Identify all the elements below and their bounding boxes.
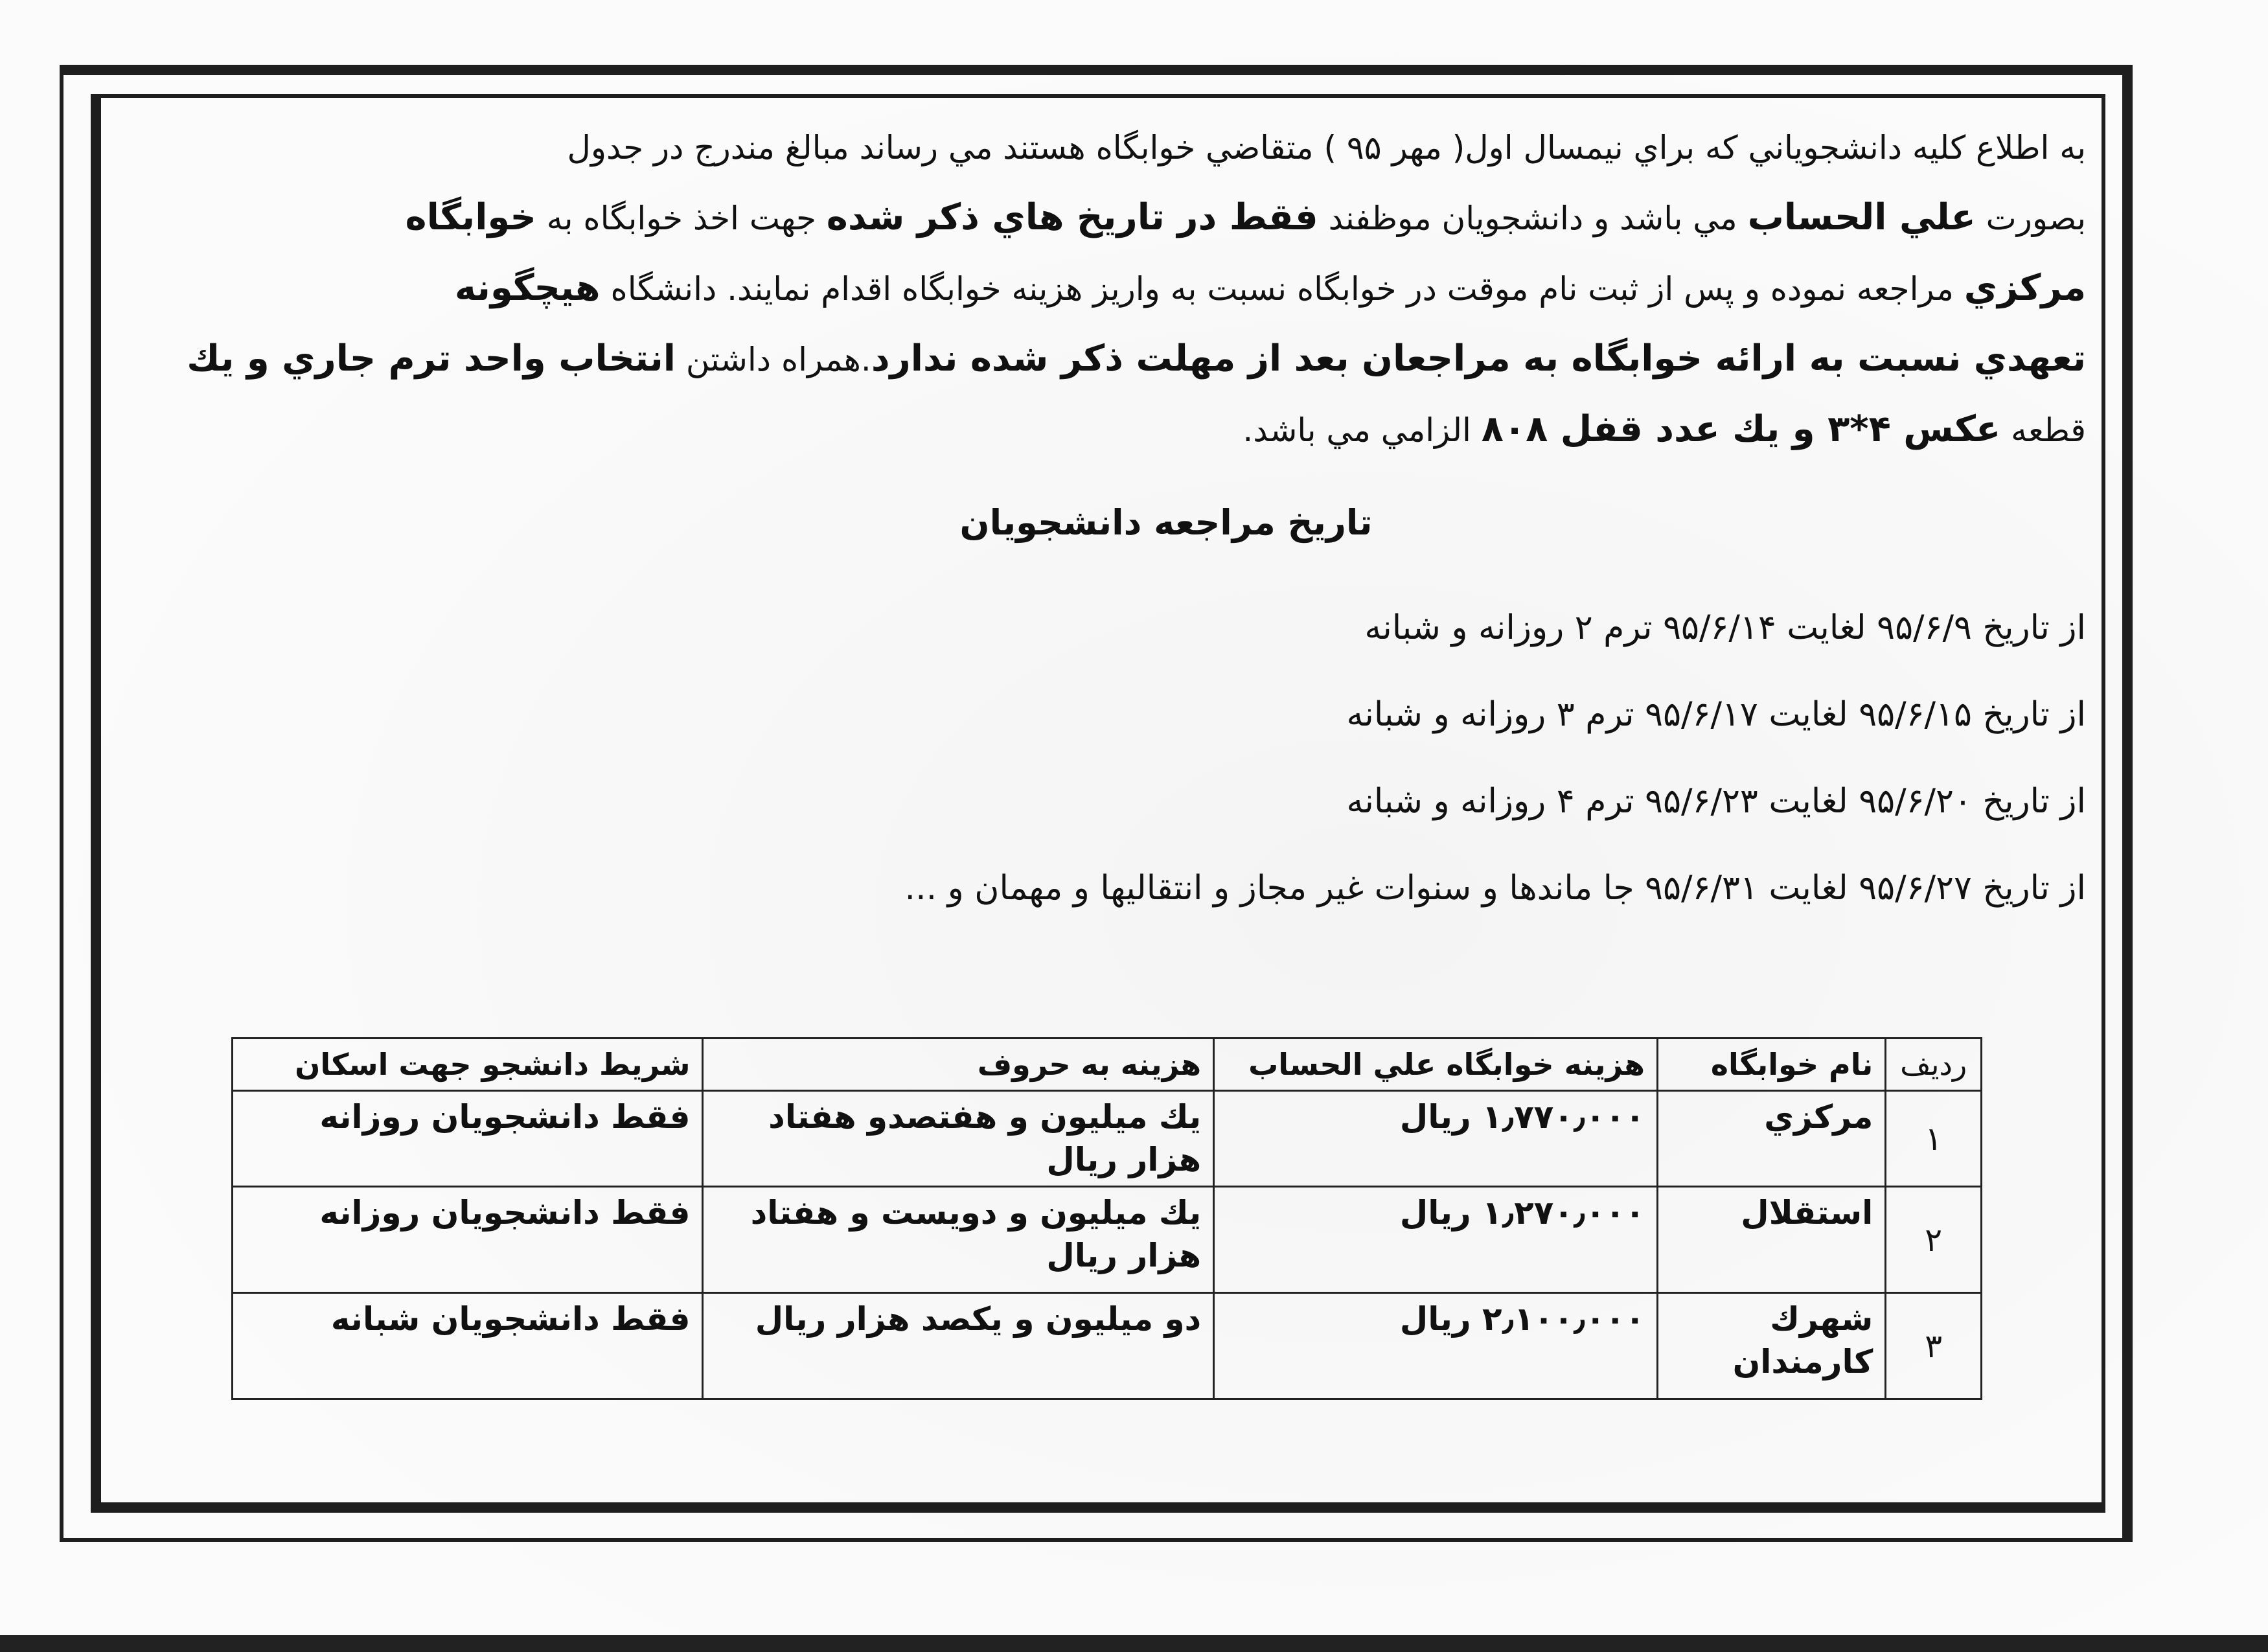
- table-row: [233, 1293, 1982, 1399]
- section-title: تاريخ مراجعه دانشجويان: [959, 502, 1373, 543]
- dormitory-fee-table: [231, 1037, 1982, 1400]
- header-cost: هزينه خوابگاه علي الحساب: [1214, 1038, 1658, 1091]
- header-cost-in-words: هزينه به حروف: [703, 1038, 1214, 1091]
- paragraph-line-2: [168, 183, 2086, 253]
- line4-bold-course-selection: انتخاب واحد ترم جاري و يك: [187, 338, 676, 380]
- line3-text-b: مراجعه نموده و پس از ثبت نام موقت در خوابگاه نسبت به واريز هزينه خوابگاه اقدام نمايند. دانشگاه: [610, 270, 1954, 308]
- line2-bold-dates-only: فقط در تاريخ هاي ذكر شده: [826, 196, 1318, 238]
- line3-bold-central: مركزي: [1964, 267, 2086, 309]
- cell-dorm-name: شهرك كارمندان: [1658, 1293, 1886, 1399]
- cell-cost: ۱٫۷۷۰٫۰۰۰ ريال: [1214, 1091, 1658, 1187]
- cell-dorm-name: استقلال: [1658, 1187, 1886, 1293]
- line5-text-a: قطعه: [2011, 411, 2086, 449]
- cell-cost-in-words: دو ميليون و يكصد هزار ريال: [703, 1293, 1214, 1399]
- cell-row-number: ۲: [1886, 1187, 1982, 1293]
- cell-cost-in-words: يك ميليون و دويست و هفتاد هزار ريال: [703, 1187, 1214, 1293]
- table-row: [233, 1091, 1982, 1187]
- line2-bold-dormitory: خوابگاه: [405, 196, 536, 238]
- date-line-1: از تاريخ ۹۵/۶/۹ لغايت ۹۵/۶/۱۴ ترم ۲ روزانه و شبانه: [1364, 608, 2086, 647]
- paragraph-line-1: [168, 113, 2086, 183]
- line2-bold-on-account: علي الحساب: [1747, 196, 1976, 238]
- line5-text-c: الزامي مي باشد.: [1243, 411, 1471, 449]
- date-line-4: از تاريخ ۹۵/۶/۲۷ لغايت ۹۵/۶/۳۱ جا ماندها و سنوات غير مجاز و انتقاليها و مهمان و ...: [904, 869, 2086, 908]
- cell-condition: فقط دانشجويان روزانه: [233, 1091, 703, 1187]
- notice-paragraph: [168, 113, 2086, 465]
- header-row-number: رديف: [1886, 1038, 1982, 1091]
- cell-condition: فقط دانشجويان روزانه: [233, 1187, 703, 1293]
- line2-text-c: مي باشد و دانشجويان موظفند: [1328, 200, 1737, 237]
- table-header-row: [233, 1038, 1982, 1091]
- paragraph-line-4: [168, 324, 2086, 395]
- cell-row-number: ۳: [1886, 1293, 1982, 1399]
- header-dorm-name: نام خوابگاه: [1658, 1038, 1886, 1091]
- paragraph-line-3: [168, 253, 2086, 324]
- line4-bold-commitment: تعهدي نسبت به ارائه خوابگاه به مراجعان بعد از مهلت ذكر شده ندارد: [871, 338, 2086, 380]
- scan-bottom-edge: [0, 1635, 2268, 1652]
- line4-text-b: .همراه داشتن: [685, 341, 871, 378]
- cell-condition: فقط دانشجويان شبانه: [233, 1293, 703, 1399]
- line2-text-e: جهت اخذ خوابگاه به: [546, 200, 816, 237]
- line5-bold-photo-lock: عكس ۴*۳ و يك عدد قفل ۸۰۸: [1481, 408, 2001, 450]
- line3-bold-no: هيچگونه: [454, 267, 601, 309]
- cell-cost: ۱٫۲۷۰٫۰۰۰ ريال: [1214, 1187, 1658, 1293]
- date-line-3: از تاريخ ۹۵/۶/۲۰ لغايت ۹۵/۶/۲۳ ترم ۴ روزانه و شبانه: [1346, 782, 2086, 821]
- table-row: [233, 1187, 1982, 1293]
- header-condition: شريط دانشجو جهت اسكان: [233, 1038, 703, 1091]
- cell-row-number: ۱: [1886, 1091, 1982, 1187]
- cell-dorm-name: مركزي: [1658, 1091, 1886, 1187]
- notice-body: [168, 113, 2086, 932]
- date-list: [168, 584, 2086, 932]
- cell-cost-in-words: يك ميليون و هفتصدو هفتاد هزار ريال: [703, 1091, 1214, 1187]
- date-line-2: از تاريخ ۹۵/۶/۱۵ لغايت ۹۵/۶/۱۷ ترم ۳ روزانه و شبانه: [1346, 695, 2086, 734]
- line2-text-a: بصورت: [1986, 200, 2086, 237]
- line1-text: به اطلاع كليه دانشجوياني كه براي نيمسال اول( مهر ۹۵ ) متقاضي خوابگاه هستند مي رساند مبالغ مندرج در جدول: [567, 129, 2086, 166]
- paragraph-line-5: [168, 395, 2086, 465]
- cell-cost: ۲٫۱۰۰٫۰۰۰ ريال: [1214, 1293, 1658, 1399]
